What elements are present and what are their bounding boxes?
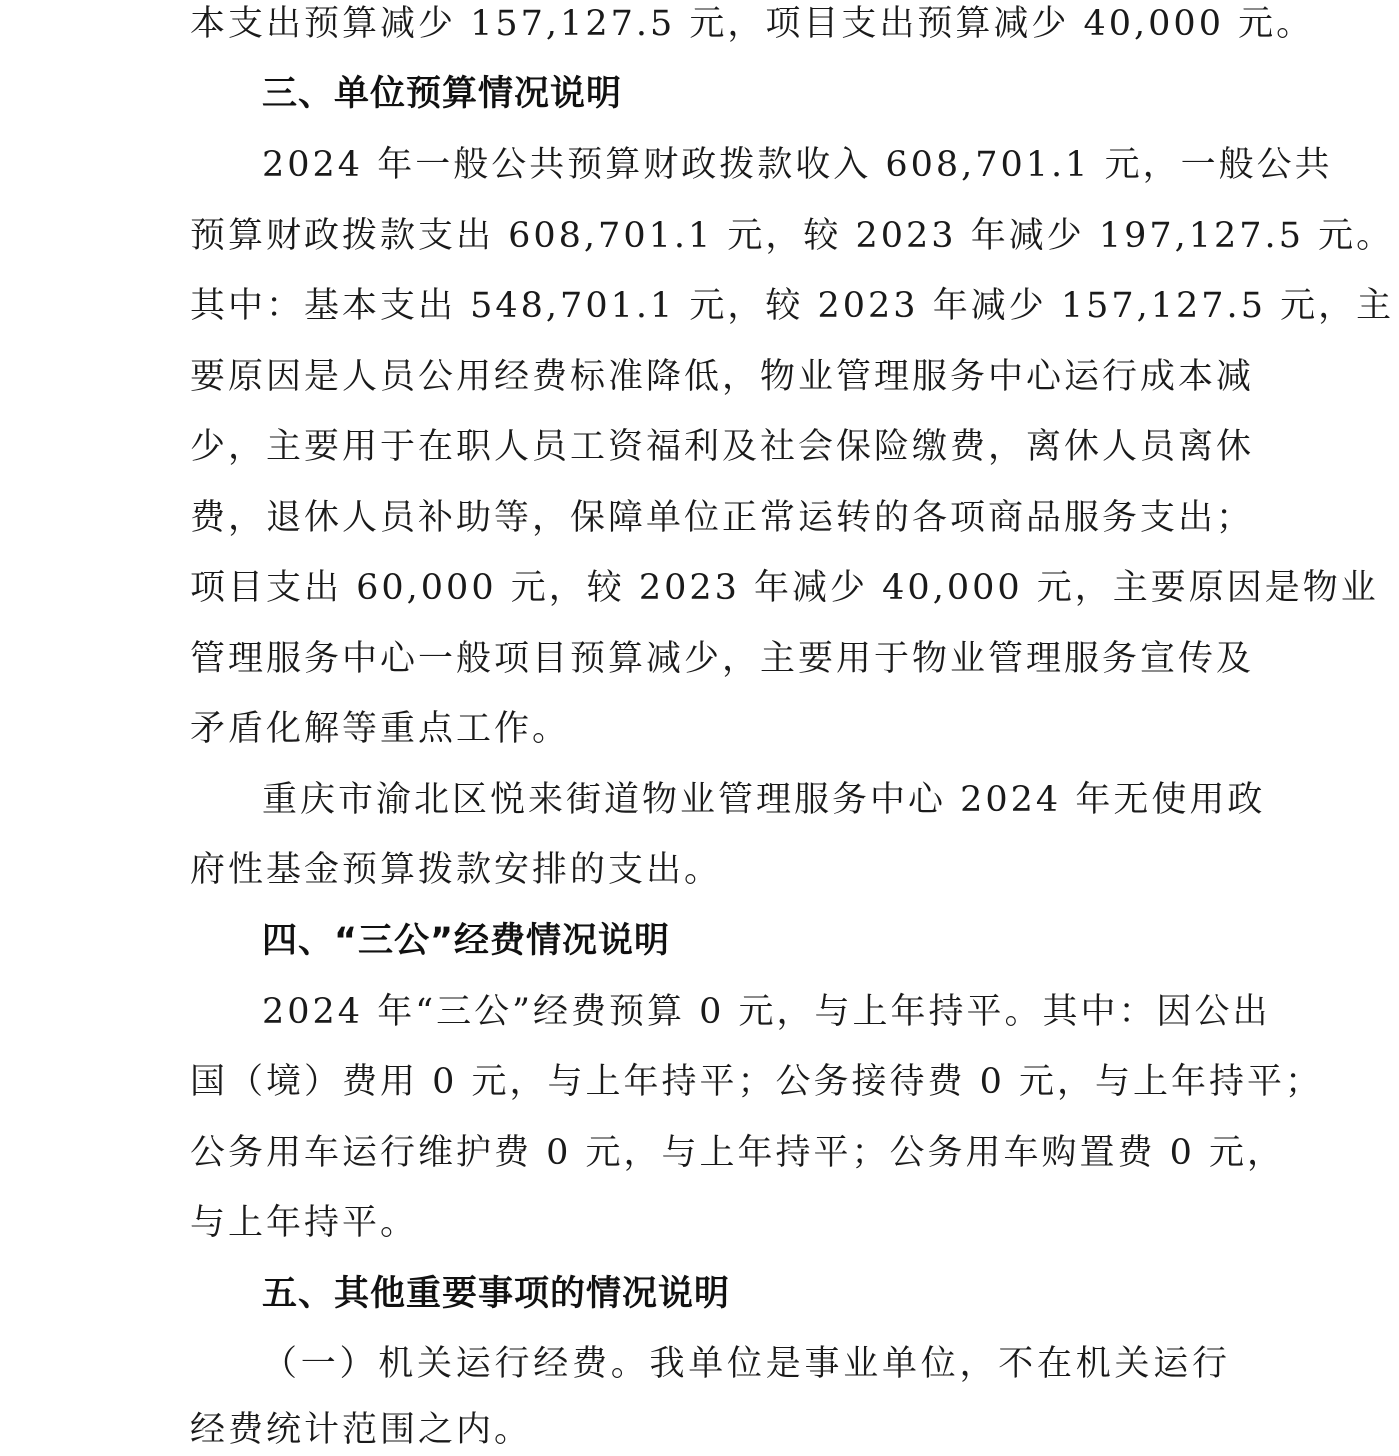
paragraph-line: （一）机关运行经费。我单位是事业单位，不在机关运行 (262, 1344, 1230, 1384)
section-heading-5: 五、其他重要事项的情况说明 (262, 1274, 731, 1314)
paragraph-line: 管理服务中心一般项目预算减少，主要用于物业管理服务宣传及 (190, 639, 1255, 679)
paragraph-line: 项目支出 60,000 元，较 2023 年减少 40,000 元，主要原因是物业 (190, 568, 1379, 608)
paragraph-line: 少，主要用于在职人员工资福利及社会保险缴费，离休人员离休 (190, 427, 1255, 467)
paragraph-line: 矛盾化解等重点工作。 (190, 709, 571, 749)
paragraph-line: 本支出预算减少 157,127.5 元，项目支出预算减少 40,000 元。 (190, 4, 1315, 44)
paragraph-line: 2024 年一般公共预算财政拨款收入 608,701.1 元，一般公共 (262, 145, 1333, 185)
paragraph-line: 公务用车运行维护费 0 元，与上年持平；公务用车购置费 0 元， (190, 1133, 1286, 1173)
section-heading-4: 四、“三公”经费情况说明 (262, 921, 671, 961)
section-heading-3: 三、单位预算情况说明 (262, 74, 623, 114)
paragraph-line: 预算财政拨款支出 608,701.1 元，较 2023 年减少 197,127.5 元。 (190, 216, 1395, 256)
paragraph-line: 其中：基本支出 548,701.1 元，较 2023 年减少 157,127.5 元，主 (190, 286, 1395, 326)
paragraph-line: 要原因是人员公用经费标准降低，物业管理服务中心运行成本减 (190, 357, 1255, 397)
paragraph-line: 国（境）费用 0 元，与上年持平；公务接待费 0 元，与上年持平； (190, 1062, 1324, 1102)
paragraph-line: 2024 年“三公”经费预算 0 元，与上年持平。其中：因公出 (262, 992, 1271, 1032)
paragraph-line: 府性基金预算拨款安排的支出。 (190, 850, 723, 890)
paragraph-line: 重庆市渝北区悦来街道物业管理服务中心 2024 年无使用政 (262, 780, 1266, 820)
paragraph-line: 与上年持平。 (190, 1203, 419, 1243)
paragraph-line: 费，退休人员补助等，保障单位正常运转的各项商品服务支出； (190, 498, 1255, 538)
paragraph-line: 经费统计范围之内。 (190, 1410, 533, 1450)
